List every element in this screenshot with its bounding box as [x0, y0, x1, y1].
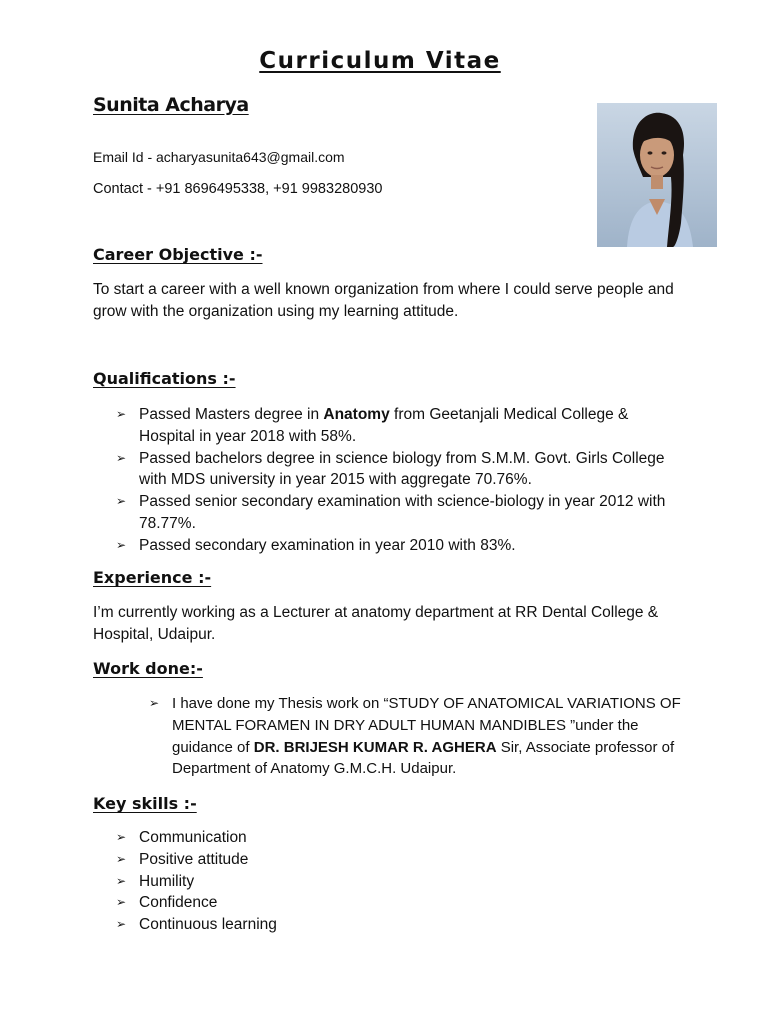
list-item-text: Passed senior secondary examination with science-biology in year 2012 with 78.77%. [139, 493, 666, 532]
key-skills-heading: Key skills :- [93, 794, 197, 813]
list-item [93, 892, 493, 914]
contact-line: Contact - +91 8696495338, +91 9983280930 [93, 181, 383, 197]
experience-heading: Experience :- [93, 568, 212, 587]
arrow-bullet-icon: ➢ [116, 895, 127, 910]
arrow-bullet-icon: ➢ [116, 830, 127, 844]
list-item-text: Humility [139, 872, 195, 890]
list-item-text: Positive attitude [139, 850, 249, 868]
arrow-bullet-icon: ➢ [116, 494, 127, 509]
list-item [93, 827, 493, 849]
work-done-list [126, 693, 686, 780]
list-item-text: I have done my Thesis work on “STUDY OF ANATOMICAL VARIATIONS OF MENTAL FORAMEN IN DRY ADULT HUMAN MANDIBLES ”under the guidance of [172, 695, 681, 756]
candidate-name: Sunita Acharya [93, 94, 249, 116]
experience-text: I’m currently working as a Lecturer at anatomy department at RR Dental College & Hospital, Udaipur. [93, 604, 659, 643]
list-item-bold: Anatomy [323, 406, 390, 423]
document-title: Curriculum Vitae [259, 48, 501, 74]
arrow-bullet-icon: ➢ [116, 407, 127, 421]
email-line: Email Id - acharyasunita643@gmail.com [93, 149, 345, 165]
list-item-text: Sir, Associate professor of Department of Anatomy G.M.C.H. Udaipur. [172, 738, 675, 778]
arrow-bullet-icon: ➢ [116, 917, 127, 932]
work-done-heading: Work done:- [93, 659, 203, 678]
list-item [93, 914, 493, 936]
arrow-bullet-icon: ➢ [116, 851, 127, 866]
career-objective-heading: Career Objective :- [93, 245, 263, 264]
profile-photo-image [597, 103, 717, 247]
key-skills-list [93, 827, 493, 936]
list-item [93, 871, 493, 893]
list-item-text: Passed secondary examination in year 2010 with 83%. [139, 536, 516, 554]
list-item [126, 693, 686, 780]
list-item-bold: DR. BRIJESH KUMAR R. AGHERA [253, 738, 497, 756]
list-item [93, 849, 493, 871]
list-item-text: Communication [139, 829, 247, 846]
list-item-text: Continuous learning [139, 916, 277, 934]
list-item-text: Passed Masters degree in [139, 406, 324, 423]
list-item [93, 535, 678, 557]
career-objective-text: To start a career with a well known organization from where I could serve people and grow with the organization using my learning attitude. [93, 281, 674, 320]
qualifications-heading: Qualifications :- [93, 369, 236, 388]
arrow-bullet-icon: ➢ [149, 696, 160, 710]
list-item [93, 448, 678, 492]
arrow-bullet-icon: ➢ [116, 873, 127, 888]
arrow-bullet-icon: ➢ [116, 450, 127, 465]
list-item-text: from Geetanjali Medical College & Hospital in year 2018 with 58%. [139, 406, 629, 445]
list-item [93, 491, 678, 535]
list-item [93, 404, 678, 448]
qualifications-list [93, 404, 678, 557]
list-item-text: Confidence [139, 894, 218, 912]
arrow-bullet-icon: ➢ [116, 537, 127, 552]
list-item-text: Passed bachelors degree in science biology from S.M.M. Govt. Girls College with MDS university in year 2015 with aggregate 70.76%. [139, 449, 665, 489]
profile-photo [597, 103, 717, 247]
